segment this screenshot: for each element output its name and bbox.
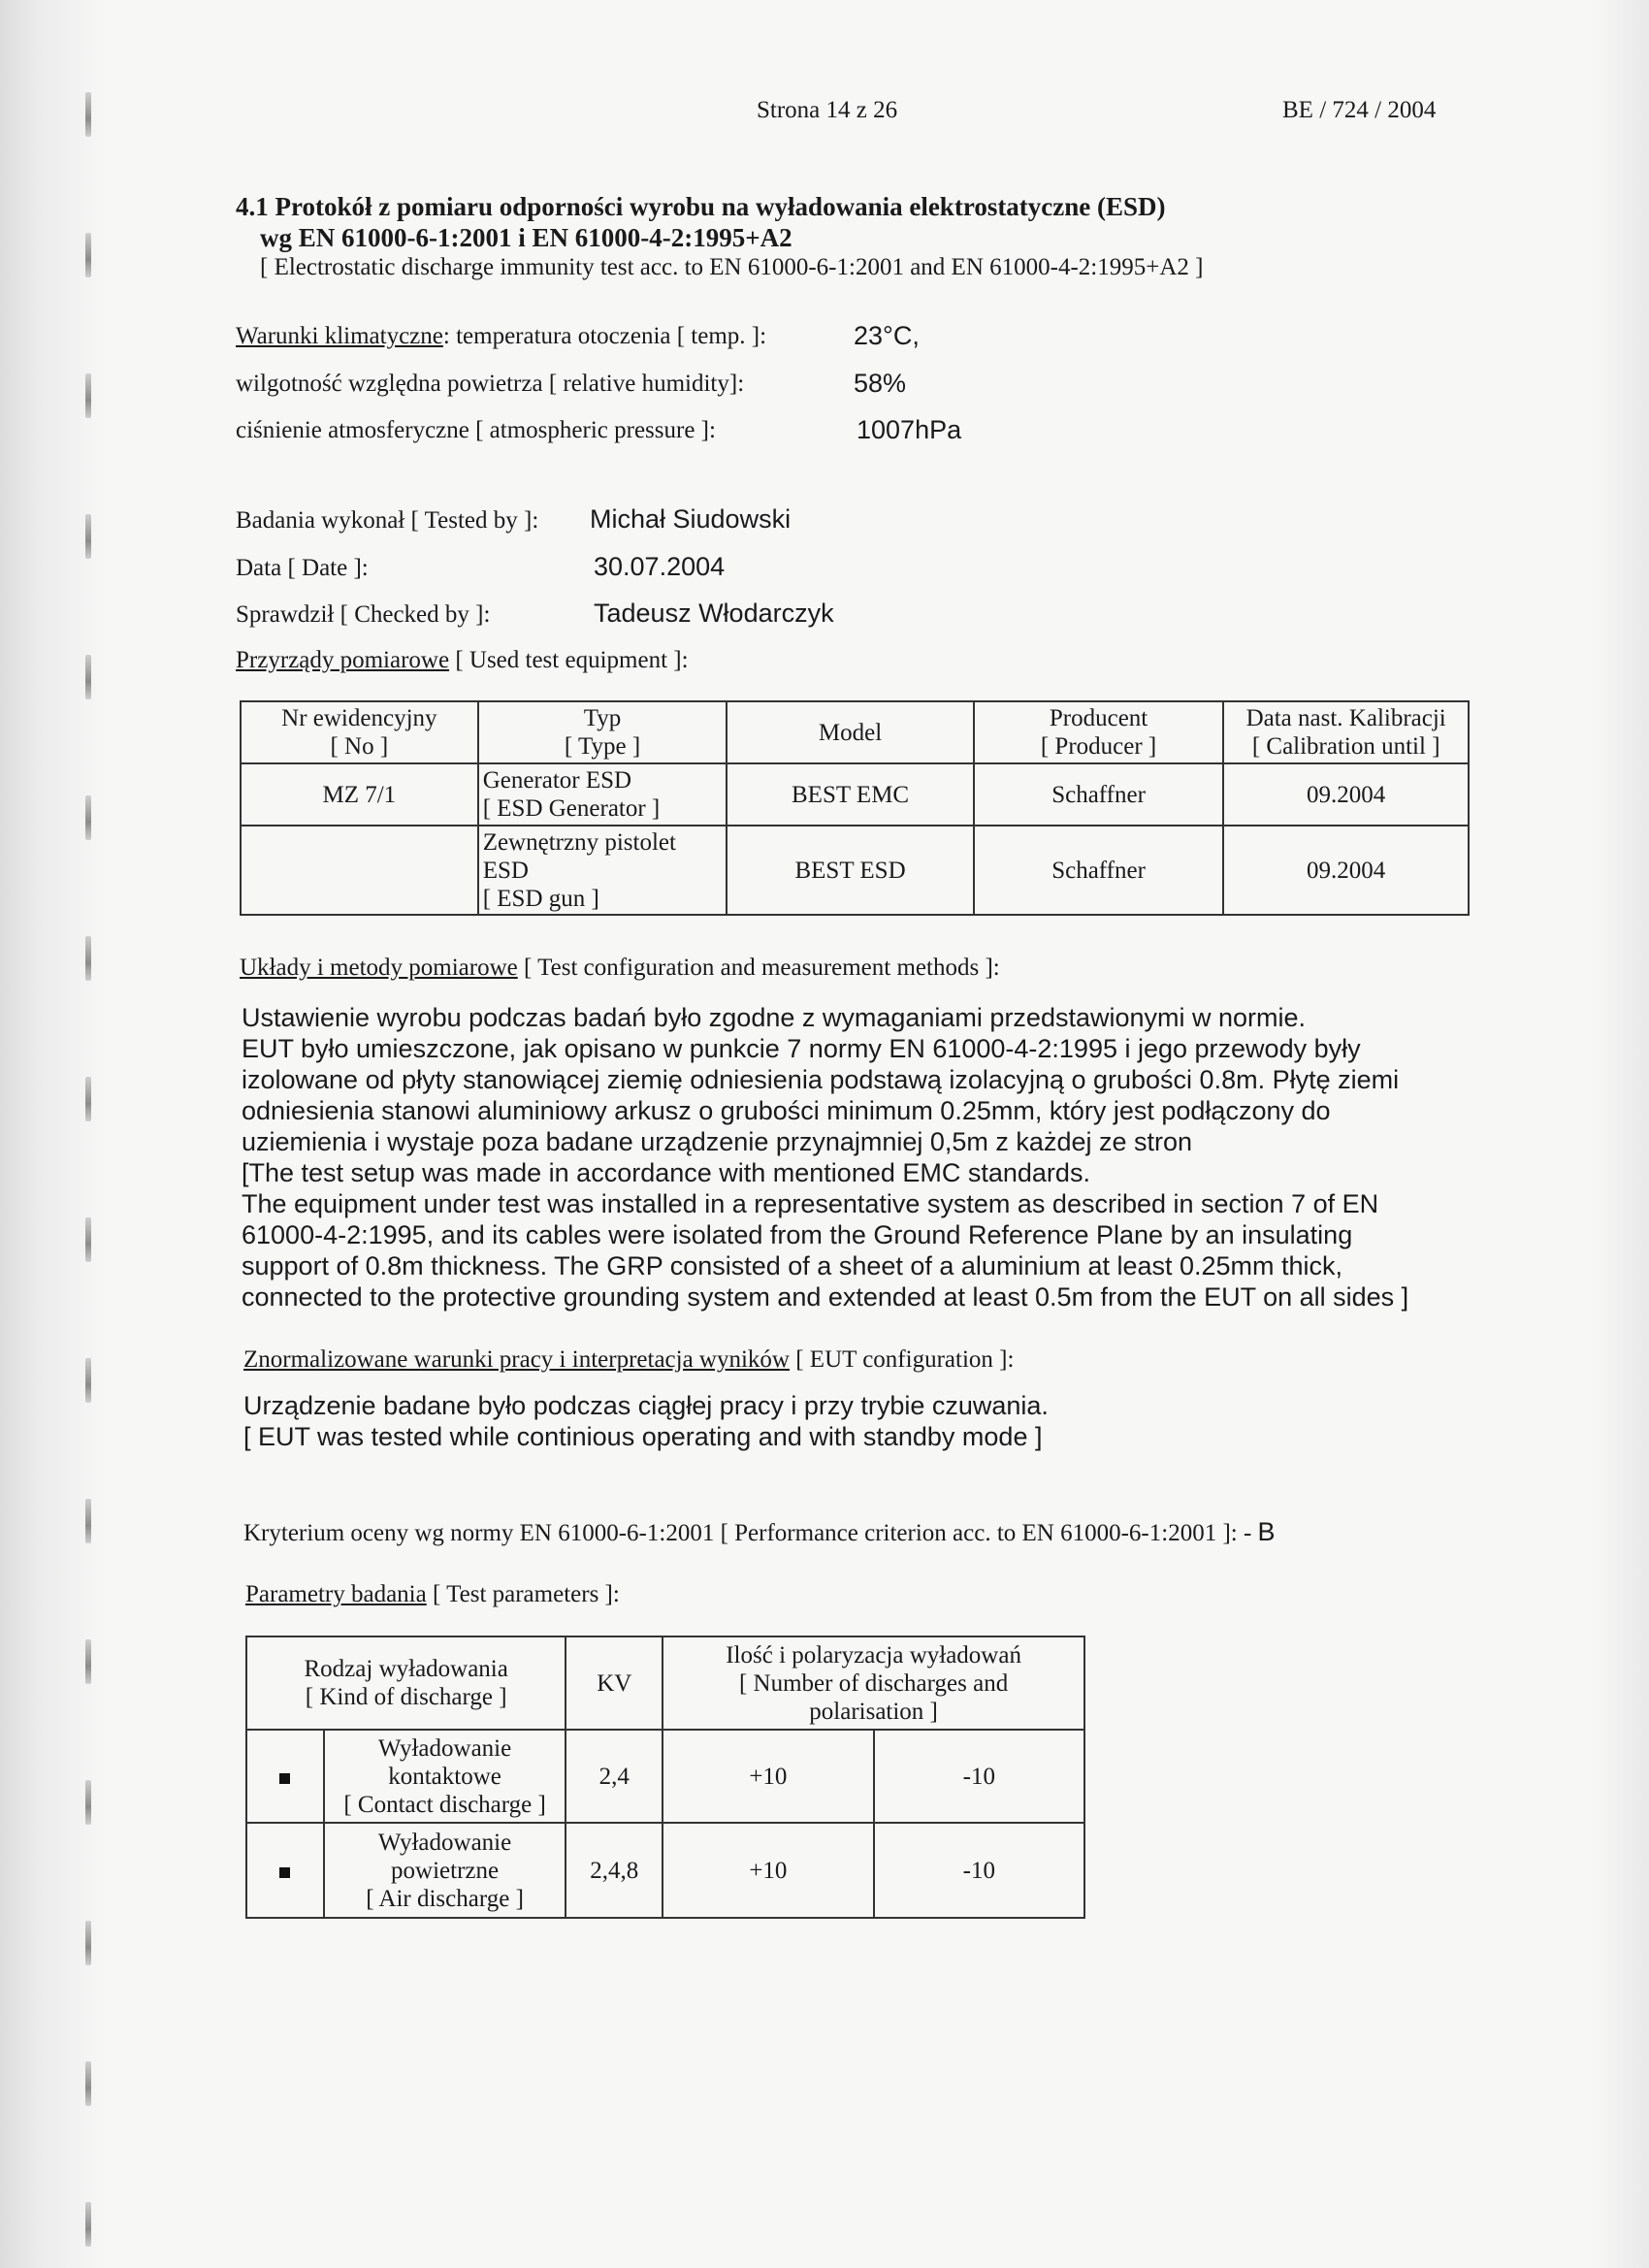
- eut-heading-pl: Znormalizowane warunki pracy i interpretacja wyników: [243, 1346, 790, 1373]
- equipment-table-header: [241, 701, 1469, 763]
- header-producer: [974, 701, 1224, 763]
- header-kv: KV: [566, 1636, 663, 1730]
- table-row: [246, 1730, 1084, 1823]
- cell-producer: Schaffner: [974, 826, 1224, 915]
- report-reference: BE / 724 / 2004: [1282, 97, 1437, 123]
- binding-hole: [85, 2202, 91, 2247]
- equipment-table: [240, 700, 1470, 916]
- cell-calibration: 09.2004: [1223, 826, 1469, 915]
- binding-hole: [85, 2061, 91, 2106]
- header-producer-pl: Producent: [1049, 705, 1148, 731]
- header-calibration: [1223, 701, 1469, 763]
- cell-type-line: ESD: [482, 857, 529, 884]
- paragraph-line: The equipment under test was installed in a representative system as described in section 7 of EN: [242, 1189, 1379, 1218]
- header-count-line: polarisation ]: [809, 1698, 938, 1725]
- tested-by-value: Michał Siudowski: [590, 504, 792, 534]
- cell-kind: [324, 1823, 566, 1918]
- paragraph-line: connected to the protective grounding system and extended at least 0.5m from the EUT on all sides ]: [242, 1282, 1409, 1312]
- header-count: [663, 1636, 1084, 1730]
- cell-kind: [324, 1730, 566, 1823]
- paragraph-line: support of 0.8m thickness. The GRP consisted of a sheet of a aluminium at least 0.25mm thick,: [242, 1251, 1343, 1280]
- table-row: [241, 763, 1469, 826]
- header-type-en: [ Type ]: [564, 733, 641, 760]
- header-no: [241, 701, 478, 763]
- header-kind: [246, 1636, 566, 1730]
- cell-type: [478, 763, 728, 826]
- binding-hole: [85, 1217, 91, 1262]
- date-value: 30.07.2004: [594, 552, 726, 581]
- page-number: Strona 14 z 26: [757, 97, 898, 123]
- header-count-line: [ Number of discharges and: [738, 1669, 1009, 1697]
- section-subtitle: wg EN 61000-6-1:2001 i EN 61000-4-2:1995+A2: [260, 223, 792, 252]
- criterion-text: Kryterium oceny wg normy EN 61000-6-1:2001 [ Performance criterion acc. to EN 61000-6-1:2001 ]: -: [243, 1520, 1258, 1546]
- cell-kv: 2,4: [566, 1730, 663, 1823]
- header-no-pl: Nr ewidencyjny: [281, 705, 437, 731]
- binding-hole: [85, 1639, 91, 1684]
- header-no-en: [ No ]: [330, 733, 389, 760]
- climate-heading: Warunki klimatyczne: [236, 323, 443, 349]
- equipment-heading-pl: Przyrządy pomiarowe: [236, 647, 450, 673]
- paragraph-line: Urządzenie badane było podczas ciągłej pracy i przy trybie czuwania.: [243, 1391, 1049, 1420]
- cell-no: MZ 7/1: [241, 763, 478, 826]
- header-kind-en: [ Kind of discharge ]: [305, 1684, 507, 1710]
- tested-by-label: Badania wykonał [ Tested by ]:: [236, 507, 539, 534]
- params-heading-pl: Parametry badania: [245, 1581, 427, 1607]
- eut-paragraph: [243, 1390, 1504, 1452]
- paragraph-line: EUT było umieszczone, jak opisano w punkcie 7 normy EN 61000-4-2:1995 i jego przewody były: [242, 1034, 1361, 1063]
- binding-hole: [85, 514, 91, 559]
- methods-paragraph: [242, 1002, 1503, 1312]
- temperature-label: : temperatura otoczenia [ temp. ]:: [442, 323, 767, 349]
- row-bullet: [246, 1823, 324, 1918]
- header-type: [478, 701, 728, 763]
- performance-criterion: [243, 1517, 1276, 1547]
- binding-hole: [85, 655, 91, 699]
- paragraph-line: uziemienia i wystaje poza badane urządzenie przynajmniej 0,5m z każdej ze stron: [242, 1127, 1193, 1156]
- climate-temperature-label: [236, 323, 766, 350]
- cell-type-line: Generator ESD: [482, 767, 632, 794]
- cell-kind-line: powietrzne: [391, 1857, 500, 1884]
- cell-type-line: [ ESD Generator ]: [482, 795, 661, 822]
- cell-model: BEST EMC: [727, 763, 973, 826]
- temperature-value: 23°C,: [854, 321, 920, 350]
- table-row: [241, 826, 1469, 915]
- bullet-icon: [279, 1773, 290, 1784]
- cell-positive: +10: [663, 1730, 873, 1823]
- bullet-icon: [279, 1867, 290, 1878]
- paragraph-line: [The test setup was made in accordance with mentioned EMC standards.: [242, 1158, 1090, 1187]
- equipment-heading: [236, 647, 689, 674]
- binding-hole: [85, 373, 91, 418]
- params-heading: [245, 1581, 620, 1608]
- eut-heading-en: [ EUT configuration ]:: [789, 1346, 1015, 1373]
- methods-heading-en: [ Test configuration and measurement methods ]:: [517, 955, 1000, 981]
- cell-kind-line: [ Contact discharge ]: [343, 1791, 546, 1818]
- pressure-label: ciśnienie atmosferyczne [ atmospheric pressure ]:: [236, 417, 716, 443]
- eut-heading: [243, 1346, 1014, 1374]
- section-title: 4.1 Protokół z pomiaru odporności wyrobu na wyładowania elektrostatyczne (ESD): [236, 192, 1166, 221]
- header-calibration-pl: Data nast. Kalibracji: [1245, 705, 1446, 731]
- paragraph-line: Ustawienie wyrobu podczas badań było zgodne z wymaganiami przedstawionymi w normie.: [242, 1003, 1307, 1032]
- checked-by-value: Tadeusz Włodarczyk: [594, 599, 834, 628]
- binding-hole: [85, 1780, 91, 1825]
- paragraph-line: [ EUT was tested while continious operating and with standby mode ]: [243, 1422, 1043, 1451]
- paragraph-line: izolowane od płyty stanowiącej ziemię odniesienia podstawą izolacyjną o grubości 0.8m. Płytę ziemi: [242, 1065, 1400, 1094]
- cell-kv: 2,4,8: [566, 1823, 663, 1918]
- params-heading-en: [ Test parameters ]:: [426, 1581, 620, 1607]
- cell-kind-line: [ Air discharge ]: [366, 1885, 524, 1912]
- cell-type-line: Zewnętrzny pistolet: [482, 828, 676, 856]
- test-parameters-table: [245, 1636, 1085, 1919]
- cell-model: BEST ESD: [727, 826, 973, 915]
- binding-hole: [85, 1921, 91, 1965]
- humidity-value: 58%: [854, 369, 907, 398]
- section-title-english: [ Electrostatic discharge immunity test acc. to EN 61000-6-1:2001 and EN 61000-4-2:1995+A2 ]: [260, 254, 1204, 280]
- binding-hole: [85, 233, 91, 277]
- cell-kind-line: Wyładowanie: [377, 1829, 512, 1856]
- methods-heading-pl: Układy i metody pomiarowe: [240, 955, 518, 981]
- cell-type-line: [ ESD gun ]: [482, 885, 599, 912]
- binding-hole: [85, 92, 91, 137]
- header-count-line: Ilość i polaryzacja wyładowań: [726, 1641, 1021, 1669]
- binding-hole: [85, 1358, 91, 1403]
- table-row: [246, 1823, 1084, 1918]
- header-producer-en: [ Producer ]: [1040, 733, 1157, 760]
- cell-no: [241, 826, 478, 915]
- header-model: Model: [727, 701, 973, 763]
- checked-by-label: Sprawdził [ Checked by ]:: [236, 601, 491, 628]
- criterion-value: B: [1257, 1517, 1276, 1546]
- binding-hole: [85, 936, 91, 981]
- date-label: Data [ Date ]:: [236, 555, 369, 581]
- binding-edge: [0, 0, 107, 2268]
- cell-kind-line: kontaktowe: [388, 1763, 501, 1790]
- header-calibration-en: [ Calibration until ]: [1251, 733, 1440, 760]
- pressure-value: 1007hPa: [857, 415, 962, 444]
- paragraph-line: 61000-4-2:1995, and its cables were isolated from the Ground Reference Plane by an insulating: [242, 1220, 1353, 1249]
- cell-positive: +10: [663, 1823, 873, 1918]
- binding-hole: [85, 795, 91, 840]
- cell-calibration: 09.2004: [1223, 763, 1469, 826]
- cell-type: [478, 826, 728, 915]
- paragraph-line: odniesienia stanowi aluminiowy arkusz o grubości minimum 0.25mm, który jest podłączony do: [242, 1096, 1331, 1125]
- header-type-pl: Typ: [583, 705, 622, 731]
- binding-hole: [85, 1499, 91, 1543]
- binding-hole: [85, 1077, 91, 1121]
- parameters-table-header: [246, 1636, 1084, 1730]
- equipment-heading-en: [ Used test equipment ]:: [449, 647, 689, 673]
- cell-negative: -10: [874, 1730, 1084, 1823]
- cell-producer: Schaffner: [974, 763, 1224, 826]
- header-kind-pl: Rodzaj wyładowania: [304, 1656, 508, 1682]
- methods-heading: [240, 955, 1000, 982]
- humidity-label: wilgotność względna powietrza [ relative humidity]:: [236, 371, 745, 397]
- cell-negative: -10: [874, 1823, 1084, 1918]
- cell-kind-line: Wyładowanie: [377, 1734, 512, 1762]
- row-bullet: [246, 1730, 324, 1823]
